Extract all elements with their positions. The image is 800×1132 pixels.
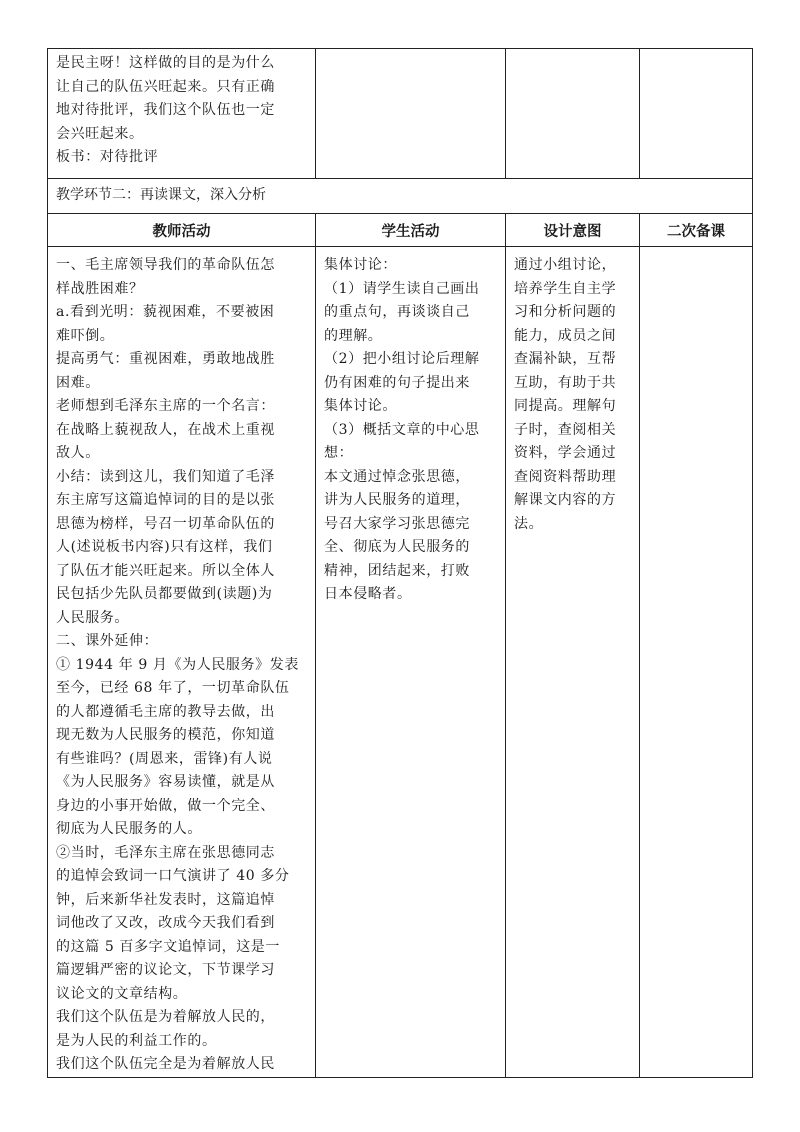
teacher-activity-line: 老师想到毛泽东主席的一个名言： (56, 398, 275, 414)
teacher-activity-cell (48, 247, 316, 1078)
header-row (48, 214, 753, 247)
design-intent-line: 法。 (514, 515, 544, 532)
header-second: 二次备课 (640, 214, 753, 247)
continued-teacher-line: 地对待批评，我们这个队伍也一定 (56, 102, 275, 118)
continued-teacher-cell (48, 49, 316, 179)
student-activity-text (316, 247, 505, 607)
student-activity-line: （3）概括文章的中心思 (324, 421, 480, 438)
section-cell (48, 179, 753, 214)
design-intent-line: 互助，有助于共 (514, 374, 617, 391)
teacher-activity-line: 篇逻辑严密的议论文，下节课学习 (56, 962, 275, 978)
design-intent-line: 子时，查阅相关 (514, 421, 617, 438)
teacher-activity-line: 人(述说板书内容)只有这样，我们 (56, 539, 273, 555)
teacher-activity-line: 词他改了又改，改成今天我们看到 (56, 915, 275, 931)
teacher-activity-line: 是为人民的利益工作的。 (56, 1032, 217, 1049)
teacher-activity-line: 二、课外延伸： (56, 633, 159, 649)
student-activity-line: 讲为人民服务的道理， (324, 492, 470, 508)
continued-row (48, 49, 753, 179)
design-intent-line: 能力，成员之间 (514, 327, 617, 344)
teacher-activity-line: 一、毛主席领导我们的革命队伍怎 (56, 257, 275, 273)
teacher-activity-line: ① 1944 年 9 月《为人民服务》发表 (56, 656, 299, 673)
teacher-activity-line: 东主席写这篇追悼词的目的是以张 (56, 492, 275, 508)
continued-student-cell (316, 49, 506, 179)
teacher-activity-line: 人民服务。 (56, 609, 129, 626)
teacher-activity-line: a.看到光明：藐视困难，不要被困 (56, 304, 275, 320)
teacher-activity-line: 有些谁吗？(周恩来，雷锋)有人说 (56, 750, 273, 767)
teacher-activity-line: 现无数为人民服务的模范，你知道 (56, 727, 275, 743)
teacher-activity-line: 的人都遵循毛主席的教导去做，出 (56, 703, 275, 720)
teacher-activity-line: 《为人民服务》容易读懂，就是从 (56, 774, 275, 790)
design-intent-line: 查漏补缺，互帮 (514, 351, 617, 367)
teacher-activity-line: 思德为榜样，号召一切革命队伍的 (56, 515, 275, 532)
student-activity-line: 日本侵略者。 (324, 586, 412, 602)
teacher-activity-line: 了队伍才能兴旺起来。所以全体人 (56, 562, 275, 579)
teacher-activity-text (48, 247, 315, 1077)
continued-teacher-line: 让自己的队伍兴旺起来。只有正确 (56, 78, 275, 95)
teacher-activity-line: 钟，后来新华社发表时，这篇追悼 (56, 891, 275, 908)
student-activity-line: 号召大家学习张思德完 (324, 515, 470, 532)
teacher-activity-line: 难吓倒。 (56, 327, 115, 344)
teacher-activity-line: 的这篇 5 百多字文追悼词，这是一 (56, 938, 281, 955)
continued-teacher-text (48, 49, 315, 170)
student-activity-line: （1）请学生读自己画出 (324, 280, 480, 297)
student-activity-line: 集体讨论。 (324, 398, 397, 414)
student-activity-line: 仍有困难的句子提出来 (324, 374, 470, 391)
header-design: 设计意图 (506, 214, 640, 247)
continued-teacher-line: 会兴旺起来。 (56, 125, 144, 142)
second-prep-cell (640, 247, 753, 1078)
lesson-plan-table (47, 48, 753, 1078)
design-intent-cell (506, 247, 640, 1078)
design-intent-line: 通过小组讨论， (514, 257, 617, 273)
design-intent-line: 解课文内容的方 (514, 492, 617, 508)
lesson-plan-page (47, 48, 752, 1078)
continued-second-cell (640, 49, 753, 179)
header-student: 学生活动 (316, 214, 506, 247)
teacher-activity-line: 敌人。 (56, 445, 100, 461)
design-intent-line: 查阅资料帮助理 (514, 468, 617, 485)
continued-design-cell (506, 49, 640, 179)
student-activity-cell (316, 247, 506, 1078)
teacher-activity-line: 身边的小事开始做，做一个完全、 (56, 797, 275, 814)
teacher-activity-line: 我们这个队伍是为着解放人民的， (56, 1009, 275, 1025)
student-activity-line: 集体讨论： (324, 257, 397, 273)
teacher-activity-line: 样战胜困难？ (56, 280, 144, 297)
section-title: 教学环节二：再读课文，深入分析 (56, 187, 266, 204)
header-teacher: 教师活动 (48, 214, 316, 247)
teacher-activity-line: 彻底为人民服务的人。 (56, 821, 202, 837)
teacher-activity-line: 民包括少先队员都要做到(读题)为 (56, 586, 273, 602)
student-activity-line: 想： (324, 445, 354, 461)
teacher-activity-line: 小结：读到这儿，我们知道了毛泽 (56, 468, 275, 485)
teacher-activity-line: 至今，已经 68 年了，一切革命队伍 (56, 680, 290, 696)
body-row (48, 247, 753, 1078)
design-intent-line: 同提高。理解句 (514, 398, 617, 414)
student-activity-line: 精神，团结起来，打败 (324, 562, 470, 579)
design-intent-text (506, 247, 639, 536)
student-activity-line: 全、彻底为人民服务的 (324, 539, 470, 555)
teacher-activity-line: ②当时，毛泽东主席在张思德同志 (56, 844, 275, 861)
teacher-activity-line: 困难。 (56, 374, 100, 391)
student-activity-line: （2）把小组讨论后理解 (324, 351, 480, 367)
continued-teacher-line: 是民主呀！这样做的目的是为什么 (56, 55, 275, 71)
teacher-activity-line: 提高勇气：重视困难，勇敢地战胜 (56, 351, 275, 367)
student-activity-line: 本文通过悼念张思德， (324, 468, 470, 485)
continued-teacher-line: 板书：对待批评 (56, 149, 159, 165)
student-activity-line: 的理解。 (324, 327, 383, 344)
teacher-activity-line: 我们这个队伍完全是为着解放人民 (56, 1056, 275, 1072)
section-row (48, 179, 753, 214)
design-intent-line: 培养学生自主学 (514, 280, 617, 297)
design-intent-line: 资料，学会通过 (514, 445, 617, 461)
teacher-activity-line: 议论文的文章结构。 (56, 985, 188, 1002)
student-activity-line: 的重点句，再谈谈自己 (324, 304, 470, 320)
teacher-activity-line: 在战略上藐视敌人，在战术上重视 (56, 421, 275, 438)
teacher-activity-line: 的追悼会致词一口气演讲了 40 多分 (56, 868, 290, 884)
design-intent-line: 习和分析问题的 (514, 304, 617, 320)
